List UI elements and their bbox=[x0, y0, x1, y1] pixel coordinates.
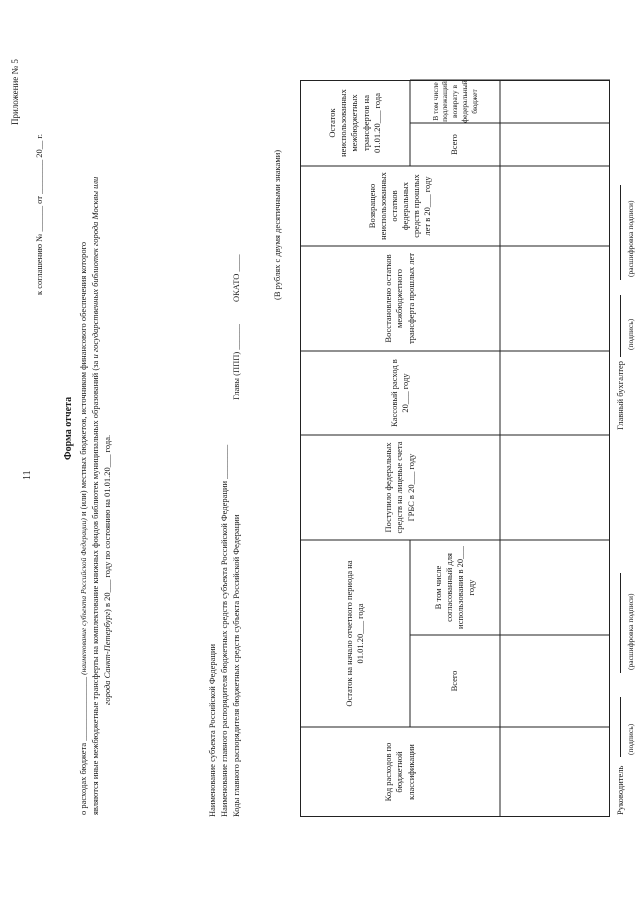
form-line-2-hint: и государственных библиотек города Москвы или bbox=[90, 176, 100, 359]
appendix-label: Приложение № 5 bbox=[10, 59, 20, 125]
header-remainder-start: Остаток на начало отчетного периода на 01.01.20___ года bbox=[343, 560, 365, 707]
header-remainder-end: Остаток неиспользованных межбюджетных трансфертов на 01.01.20___ года bbox=[327, 89, 382, 157]
accountant-sign-line bbox=[620, 295, 621, 357]
header-restored: Восстановлено остатков межбюджетного трансферта прошлых лет bbox=[383, 252, 416, 345]
codes-label: Коды главного распорядителя бюджетных средств субъекта Российской Федерации bbox=[231, 514, 241, 817]
form-title: Форма отчета bbox=[63, 396, 74, 460]
header-returned: Возвращено неиспользованных остатков федеральных средств прошлых лет в 20___ году bbox=[366, 172, 433, 240]
accountant-name-hint: (расшифровка подписи) bbox=[626, 200, 635, 277]
form-line-3-hint: города Санкт-Петербург bbox=[102, 611, 112, 705]
header-received: Поступило федеральных средств на лицевые счета ГРБС в 20___ году bbox=[383, 441, 416, 534]
head-name-line bbox=[620, 573, 621, 673]
report-table bbox=[300, 80, 610, 817]
main-manager-name-label: Наименование главного распорядителя бюджетных средств субъекта Российской Федерации ________ bbox=[219, 444, 229, 817]
accountant-sign-hint: (подпись) bbox=[626, 318, 635, 350]
units-note: (В рублях с двумя десятичными знаками) bbox=[272, 149, 282, 300]
page-number: 11 bbox=[22, 470, 33, 480]
form-line-1-suffix: и (или) местных бюджетов, источником финансового обеспечения которого bbox=[78, 241, 88, 517]
head-sign-hint: (подпись) bbox=[626, 723, 635, 755]
accountant-name-line bbox=[620, 185, 621, 280]
table-grid-extra bbox=[300, 80, 610, 817]
agreement-reference: к соглашению № ______ от ________ 20__ г. bbox=[34, 134, 44, 295]
header-remainder-agreed: В том числе согласованный для использования в 20___ году bbox=[432, 546, 477, 629]
head-label: Руководитель bbox=[615, 765, 625, 815]
head-sign-line bbox=[620, 697, 621, 757]
chapter-code-label: Главы (ППП) ______ bbox=[231, 324, 241, 400]
subject-name-label: Наименование субъекта Российской Федерации bbox=[207, 643, 217, 817]
form-line-1 bbox=[78, 242, 89, 815]
header-end-return: В том числе подлежащий возврату в федеральный бюджет bbox=[430, 80, 479, 123]
form-line-2 bbox=[90, 177, 101, 815]
head-name-hint: (расшифровка подписи) bbox=[626, 593, 635, 670]
header-cash-expense: Кассовый расход в 20___ году bbox=[388, 359, 410, 427]
form-line-3 bbox=[102, 435, 113, 705]
form-line-3-suffix: ) в 20___ году по состоянию на 01.01.20___ года. bbox=[102, 434, 112, 612]
header-code: Код расходов по бюджетной классификации bbox=[383, 742, 416, 802]
form-line-1-hint: (наименование субъекта Российской Федерации) bbox=[79, 518, 88, 675]
form-line-2-text: являются иные межбюджетные трансферты на комплектование книжных фондов библиотек муниципальных образований (за bbox=[90, 360, 100, 815]
accountant-label: Главный бухгалтер bbox=[615, 360, 625, 430]
header-remainder-total: Всего bbox=[449, 670, 460, 692]
form-line-1-prefix: о расходах бюджета _______________ bbox=[78, 676, 88, 815]
okato-label: ОКАТО ____ bbox=[231, 254, 241, 302]
header-end-total: Всего bbox=[449, 134, 460, 155]
